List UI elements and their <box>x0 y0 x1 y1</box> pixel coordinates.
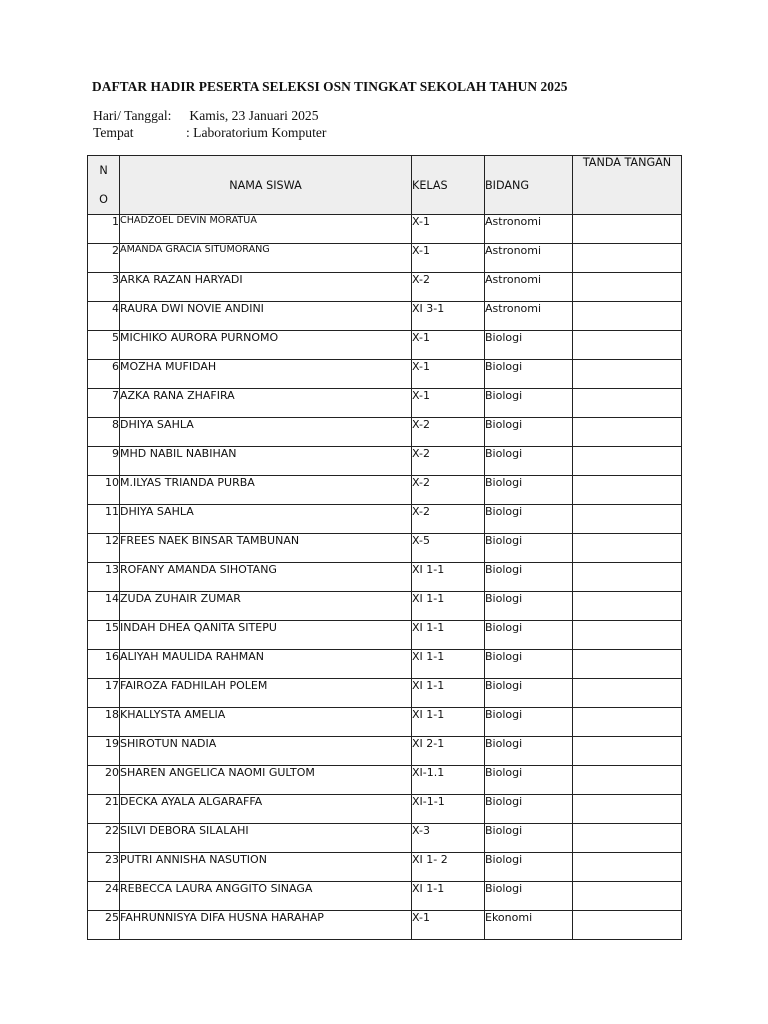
student-class: X-2 <box>412 447 485 476</box>
student-class: X-2 <box>412 273 485 302</box>
table-row <box>88 389 682 418</box>
signature-cell[interactable] <box>573 737 682 766</box>
student-class: XI-1-1 <box>412 795 485 824</box>
signature-cell[interactable] <box>573 389 682 418</box>
student-name: ZUDA ZUHAIR ZUMAR <box>120 592 412 621</box>
place-line <box>93 125 326 141</box>
row-number: 16 <box>88 650 120 679</box>
student-field: Biologi <box>485 389 573 418</box>
row-number: 8 <box>88 418 120 447</box>
student-name: DECKA AYALA ALGARAFFA <box>120 795 412 824</box>
student-class: XI 1-1 <box>412 592 485 621</box>
header-no-line1: N <box>99 164 108 177</box>
student-field: Ekonomi <box>485 911 573 940</box>
table-row <box>88 795 682 824</box>
student-name: INDAH DHEA QANITA SITEPU <box>120 621 412 650</box>
table-row <box>88 853 682 882</box>
student-field: Biologi <box>485 621 573 650</box>
table-row <box>88 244 682 273</box>
signature-cell[interactable] <box>573 824 682 853</box>
student-class: XI 1-1 <box>412 563 485 592</box>
student-name: REBECCA LAURA ANGGITO SINAGA <box>120 882 412 911</box>
table-row <box>88 302 682 331</box>
signature-cell[interactable] <box>573 476 682 505</box>
signature-cell[interactable] <box>573 215 682 244</box>
student-class: X-1 <box>412 360 485 389</box>
student-class: X-1 <box>412 215 485 244</box>
student-name: ALIYAH MAULIDA RAHMAN <box>120 650 412 679</box>
student-name: SHAREN ANGELICA NAOMI GULTOM <box>120 766 412 795</box>
header-no-line2: O <box>99 193 108 206</box>
student-field: Biologi <box>485 679 573 708</box>
table-row <box>88 824 682 853</box>
row-number: 17 <box>88 679 120 708</box>
student-class: XI 3-1 <box>412 302 485 331</box>
student-name: MOZHA MUFIDAH <box>120 360 412 389</box>
table-row <box>88 273 682 302</box>
student-class: X-1 <box>412 911 485 940</box>
row-number: 1 <box>88 215 120 244</box>
student-field: Biologi <box>485 592 573 621</box>
row-number: 20 <box>88 766 120 795</box>
table-row <box>88 621 682 650</box>
student-name: ARKA RAZAN HARYADI <box>120 273 412 302</box>
student-field: Biologi <box>485 418 573 447</box>
student-class: X-5 <box>412 534 485 563</box>
table-row <box>88 418 682 447</box>
row-number: 10 <box>88 476 120 505</box>
date-label: Hari/ Tanggal: <box>93 108 172 123</box>
student-field: Biologi <box>485 331 573 360</box>
student-field: Biologi <box>485 476 573 505</box>
row-number: 22 <box>88 824 120 853</box>
student-class: XI 2-1 <box>412 737 485 766</box>
signature-cell[interactable] <box>573 621 682 650</box>
student-field: Biologi <box>485 563 573 592</box>
row-number: 5 <box>88 331 120 360</box>
row-number: 15 <box>88 621 120 650</box>
header-signature: TANDA TANGAN <box>573 156 682 215</box>
signature-cell[interactable] <box>573 447 682 476</box>
signature-cell[interactable] <box>573 534 682 563</box>
table-row <box>88 708 682 737</box>
signature-cell[interactable] <box>573 331 682 360</box>
header-no <box>88 156 120 215</box>
date-line <box>93 108 319 124</box>
student-name: MICHIKO AURORA PURNOMO <box>120 331 412 360</box>
student-name: CHADZOEL DEVIN MORATUA <box>120 215 412 244</box>
table-row <box>88 563 682 592</box>
student-field: Biologi <box>485 534 573 563</box>
table-row <box>88 360 682 389</box>
student-field: Biologi <box>485 360 573 389</box>
signature-cell[interactable] <box>573 766 682 795</box>
signature-cell[interactable] <box>573 679 682 708</box>
student-field: Biologi <box>485 766 573 795</box>
row-number: 24 <box>88 882 120 911</box>
table-row <box>88 650 682 679</box>
table-row <box>88 679 682 708</box>
signature-cell[interactable] <box>573 592 682 621</box>
row-number: 3 <box>88 273 120 302</box>
row-number: 13 <box>88 563 120 592</box>
row-number: 4 <box>88 302 120 331</box>
signature-cell[interactable] <box>573 650 682 679</box>
student-name: PUTRI ANNISHA NASUTION <box>120 853 412 882</box>
row-number: 6 <box>88 360 120 389</box>
student-name: FREES NAEK BINSAR TAMBUNAN <box>120 534 412 563</box>
table-row <box>88 911 682 940</box>
table-row <box>88 476 682 505</box>
student-class: X-1 <box>412 331 485 360</box>
signature-cell[interactable] <box>573 360 682 389</box>
row-number: 25 <box>88 911 120 940</box>
table-row <box>88 447 682 476</box>
student-name: KHALLYSTA AMELIA <box>120 708 412 737</box>
table-row <box>88 331 682 360</box>
student-class: XI 1-1 <box>412 708 485 737</box>
student-class: XI 1-1 <box>412 621 485 650</box>
student-field: Biologi <box>485 447 573 476</box>
table-row <box>88 882 682 911</box>
row-number: 9 <box>88 447 120 476</box>
header-name: NAMA SISWA <box>120 156 412 215</box>
header-kelas: KELAS <box>412 156 485 215</box>
student-name: DHIYA SAHLA <box>120 505 412 534</box>
student-class: XI-1.1 <box>412 766 485 795</box>
row-number: 21 <box>88 795 120 824</box>
student-name: M.ILYAS TRIANDA PURBA <box>120 476 412 505</box>
student-field: Biologi <box>485 824 573 853</box>
row-number: 12 <box>88 534 120 563</box>
student-class: X-3 <box>412 824 485 853</box>
student-name: MHD NABIL NABIHAN <box>120 447 412 476</box>
student-name: SILVI DEBORA SILALAHI <box>120 824 412 853</box>
table-row <box>88 766 682 795</box>
signature-cell[interactable] <box>573 563 682 592</box>
signature-cell[interactable] <box>573 505 682 534</box>
student-field: Biologi <box>485 650 573 679</box>
table-row <box>88 737 682 766</box>
table-header-row <box>88 156 682 215</box>
student-field: Biologi <box>485 505 573 534</box>
row-number: 11 <box>88 505 120 534</box>
student-class: XI 1-1 <box>412 650 485 679</box>
signature-cell[interactable] <box>573 244 682 273</box>
student-class: X-2 <box>412 505 485 534</box>
signature-cell[interactable] <box>573 273 682 302</box>
student-name: SHIROTUN NADIA <box>120 737 412 766</box>
student-name: AZKA RANA ZHAFIRA <box>120 389 412 418</box>
signature-cell[interactable] <box>573 708 682 737</box>
student-name: FAIROZA FADHILAH POLEM <box>120 679 412 708</box>
student-class: XI 1-1 <box>412 679 485 708</box>
table-row <box>88 215 682 244</box>
student-field: Biologi <box>485 882 573 911</box>
table-row <box>88 592 682 621</box>
date-value: Kamis, 23 Januari 2025 <box>186 108 319 123</box>
row-number: 19 <box>88 737 120 766</box>
student-class: X-2 <box>412 418 485 447</box>
student-class: XI 1- 2 <box>412 853 485 882</box>
student-class: XI 1-1 <box>412 882 485 911</box>
student-name: ROFANY AMANDA SIHOTANG <box>120 563 412 592</box>
place-label: Tempat <box>93 125 134 140</box>
row-number: 14 <box>88 592 120 621</box>
student-field: Biologi <box>485 795 573 824</box>
signature-cell[interactable] <box>573 882 682 911</box>
student-field: Astronomi <box>485 273 573 302</box>
student-field: Astronomi <box>485 302 573 331</box>
student-name: FAHRUNNISYA DIFA HUSNA HARAHAP <box>120 911 412 940</box>
signature-cell[interactable] <box>573 418 682 447</box>
signature-cell[interactable] <box>573 795 682 824</box>
student-field: Biologi <box>485 737 573 766</box>
student-class: X-1 <box>412 244 485 273</box>
student-field: Astronomi <box>485 244 573 273</box>
attendance-table <box>87 155 682 940</box>
document-title: DAFTAR HADIR PESERTA SELEKSI OSN TINGKAT SEKOLAH TAHUN 2025 <box>92 79 568 94</box>
row-number: 18 <box>88 708 120 737</box>
row-number: 2 <box>88 244 120 273</box>
student-field: Biologi <box>485 708 573 737</box>
student-name: DHIYA SAHLA <box>120 418 412 447</box>
student-name: RAURA DWI NOVIE ANDINI <box>120 302 412 331</box>
header-bidang: BIDANG <box>485 156 573 215</box>
student-field: Biologi <box>485 853 573 882</box>
place-value: : Laboratorium Komputer <box>186 125 327 140</box>
row-number: 23 <box>88 853 120 882</box>
student-field: Astronomi <box>485 215 573 244</box>
table-row <box>88 505 682 534</box>
student-name: AMANDA GRACIA SITUMORANG <box>120 244 412 273</box>
signature-cell[interactable] <box>573 853 682 882</box>
table-row <box>88 534 682 563</box>
student-class: X-1 <box>412 389 485 418</box>
student-class: X-2 <box>412 476 485 505</box>
signature-cell[interactable] <box>573 302 682 331</box>
row-number: 7 <box>88 389 120 418</box>
signature-cell[interactable] <box>573 911 682 940</box>
